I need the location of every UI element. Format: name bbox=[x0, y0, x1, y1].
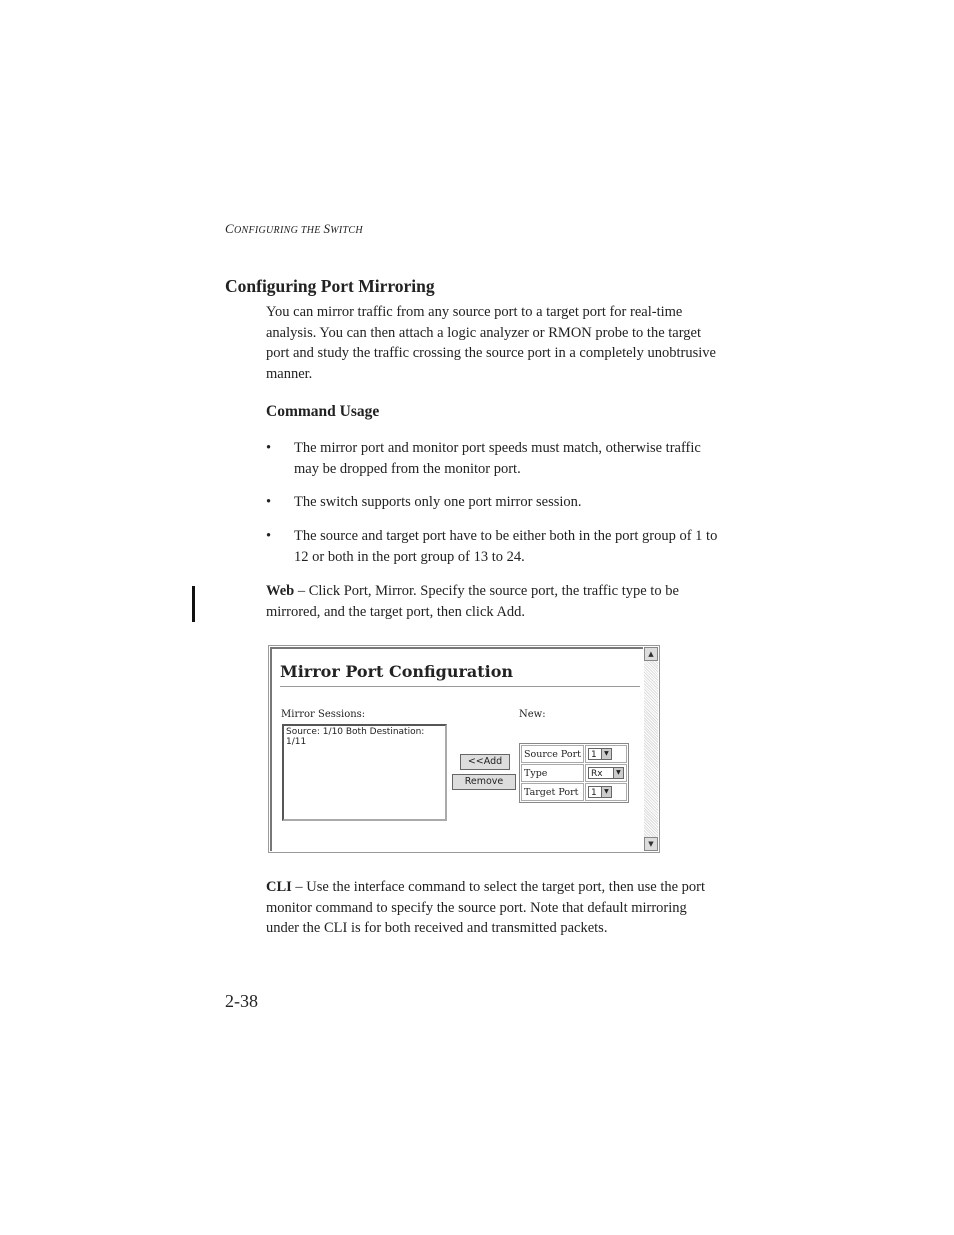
new-label: New: bbox=[519, 709, 546, 720]
bullet-item bbox=[266, 438, 718, 480]
cli-paragraph bbox=[266, 877, 718, 939]
bullet-dot: • bbox=[266, 528, 272, 544]
section-title: Configuring Port Mirroring bbox=[225, 276, 435, 296]
cli-text: – Use the interface command to select the target port, then use the port monitor command to specify the source port. Note that default mirroring under the CLI is for both received and transmitted packets. bbox=[266, 879, 706, 936]
target-port-cell bbox=[585, 783, 627, 801]
target-port-select[interactable]: 1 ▼ bbox=[588, 786, 612, 798]
chevron-down-icon: ▼ bbox=[613, 768, 623, 778]
vertical-scrollbar[interactable] bbox=[644, 647, 658, 851]
type-select[interactable]: Rx ▼ bbox=[588, 767, 624, 779]
mirror-sessions-label: Mirror Sessions: bbox=[281, 709, 366, 720]
cli-label: CLI bbox=[266, 879, 292, 895]
scroll-down-icon[interactable]: ▼ bbox=[644, 837, 658, 851]
bullet-item bbox=[266, 526, 718, 568]
source-port-label: Source Port bbox=[521, 745, 584, 763]
command-usage-heading: Command Usage bbox=[266, 403, 380, 420]
source-port-select[interactable]: 1 ▼ bbox=[588, 748, 612, 760]
add-button[interactable]: <<Add bbox=[460, 754, 510, 770]
bullet-dot: • bbox=[266, 440, 272, 456]
type-label: Type bbox=[521, 764, 584, 782]
target-port-label: Target Port bbox=[521, 783, 584, 801]
mirror-port-screenshot bbox=[268, 645, 660, 853]
chevron-down-icon: ▼ bbox=[601, 749, 611, 759]
mirror-sessions-list[interactable] bbox=[282, 724, 447, 821]
change-bar bbox=[192, 586, 195, 622]
source-port-cell bbox=[585, 745, 627, 763]
mirror-port-title: Mirror Port Configuration bbox=[280, 662, 514, 681]
bullet-dot: • bbox=[266, 494, 272, 510]
web-paragraph bbox=[266, 581, 718, 622]
screenshot-content bbox=[270, 647, 643, 851]
type-cell bbox=[585, 764, 627, 782]
web-text: – Click Port, Mirror. Specify the source port, the traffic type to be mirrored, and the target port, then click Add. bbox=[266, 583, 679, 620]
intro-paragraph: You can mirror traffic from any source port to a target port for real-time analysis. You can then attach a logic analyzer or RMON probe to the target port and study the traffic crossing the source port in a completely unobtrusive manner. bbox=[266, 304, 716, 382]
bullet-text: The source and target port have to be either both in the port group of 1 to 12 or both in the port group of 13 to 24. bbox=[294, 528, 718, 565]
session-item[interactable]: Source: 1/10 Both Destination: 1/11 bbox=[286, 727, 425, 747]
running-head: CONFIGURING THE SWITCH bbox=[225, 221, 363, 236]
title-divider bbox=[280, 686, 640, 687]
bullet-text: The mirror port and monitor port speeds must match, otherwise traffic may be dropped from the monitor port. bbox=[294, 440, 701, 477]
page-number: 2-38 bbox=[225, 991, 258, 1011]
bullet-text: The switch supports only one port mirror session. bbox=[294, 494, 582, 510]
new-session-form bbox=[519, 743, 629, 803]
scroll-up-icon[interactable]: ▲ bbox=[644, 647, 658, 661]
chevron-down-icon: ▼ bbox=[601, 787, 611, 797]
bullet-item bbox=[266, 492, 718, 514]
web-label: Web bbox=[266, 583, 295, 599]
remove-button[interactable]: Remove bbox=[452, 774, 516, 790]
